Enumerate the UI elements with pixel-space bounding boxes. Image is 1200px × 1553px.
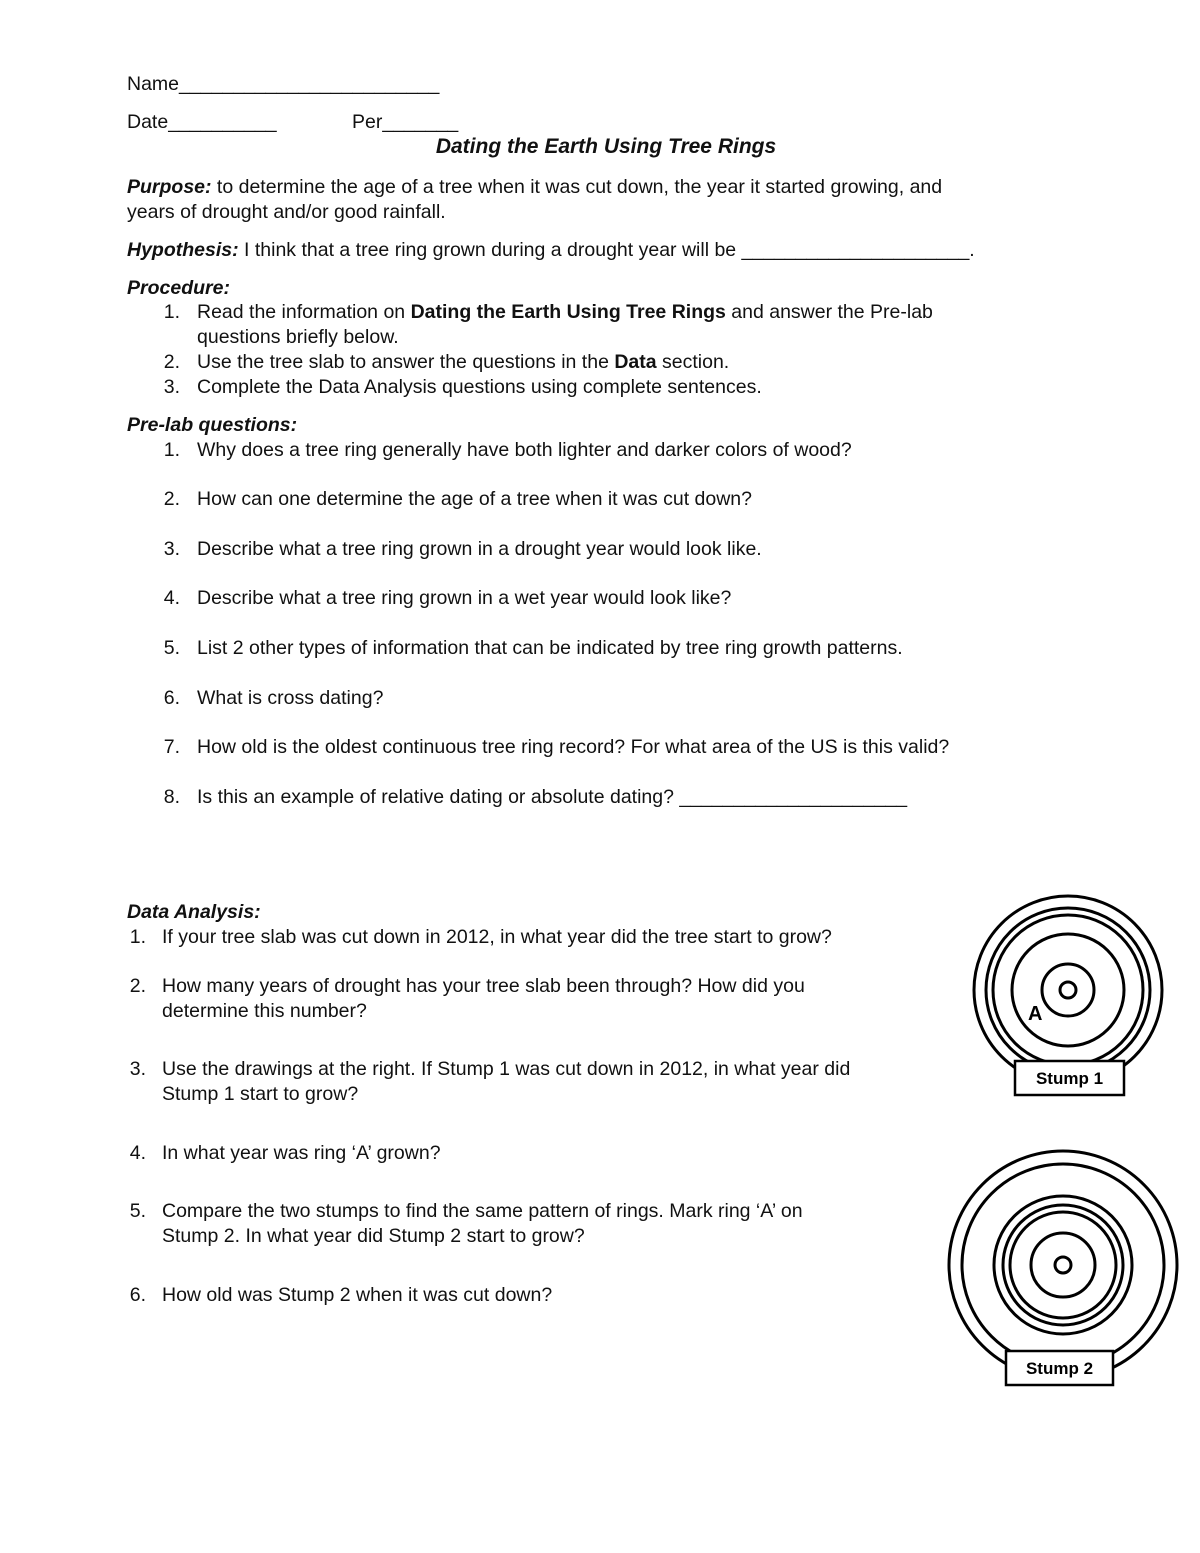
analysis-num: 2. [129, 975, 146, 997]
prelab-num: 3. [163, 538, 180, 560]
procedure-num: 1. [163, 301, 180, 323]
analysis-question-cont: Stump 1 start to grow? [162, 1083, 359, 1105]
prelab-num: 4. [163, 587, 180, 609]
procedure-item [197, 300, 933, 325]
prelab-heading: Pre-lab questions: [127, 414, 298, 436]
stump-2-ring [994, 1196, 1132, 1334]
prelab-question: What is cross dating? [197, 687, 384, 709]
analysis-question: Compare the two stumps to find the same pattern of rings. Mark ring ‘A’ on [162, 1200, 803, 1222]
stump-1-ring [993, 915, 1143, 1065]
purpose [127, 175, 942, 200]
date-field [127, 110, 277, 135]
stump-1-label: Stump 1 [1035, 1069, 1104, 1088]
purpose-text-1: to determine the age of a tree when it was cut down, the year it started growing, and [211, 176, 943, 198]
analysis-question: How many years of drought has your tree slab been through? How did you [162, 975, 805, 997]
page-title: Dating the Earth Using Tree Rings [435, 135, 777, 158]
stump-2-figure [940, 1145, 1190, 1395]
stump-2-pith [1055, 1257, 1071, 1273]
analysis-question-cont: Stump 2. In what year did Stump 2 start to grow? [162, 1225, 585, 1247]
prelab-num: 1. [163, 439, 180, 461]
analysis-question: How old was Stump 2 when it was cut down? [162, 1284, 553, 1306]
prelab-question: List 2 other types of information that can be indicated by tree ring growth patterns. [197, 637, 903, 659]
stump-1-ring [1042, 964, 1094, 1016]
period-label: Per [352, 111, 383, 133]
procedure-item [197, 350, 729, 375]
name-field [127, 72, 439, 97]
analysis-num: 5. [129, 1200, 146, 1222]
stump-1-ring [1012, 934, 1124, 1046]
stump-1-figure [960, 880, 1180, 1110]
data-analysis-heading: Data Analysis: [127, 901, 261, 923]
procedure-item: Complete the Data Analysis questions using complete sentences. [197, 376, 762, 398]
stump-1-pith [1060, 982, 1076, 998]
name-label: Name [127, 73, 180, 95]
stump-2-ring [962, 1164, 1164, 1366]
analysis-question: In what year was ring ‘A’ grown? [162, 1142, 441, 1164]
analysis-num: 6. [129, 1284, 146, 1306]
procedure-item-bold: Data [614, 351, 657, 373]
stump-2-ring [949, 1151, 1177, 1379]
period-field [352, 110, 458, 135]
procedure-num: 2. [163, 351, 180, 373]
purpose-text-2: years of drought and/or good rainfall. [127, 201, 446, 223]
analysis-question: Use the drawings at the right. If Stump 1 was cut down in 2012, in what year did [162, 1058, 851, 1080]
prelab-num: 8. [163, 786, 180, 808]
period-blank: _______ [382, 111, 459, 133]
purpose-label: Purpose: [127, 176, 212, 198]
hypothesis [127, 238, 975, 263]
prelab-num: 2. [163, 488, 180, 510]
prelab-question: Why does a tree ring generally have both lighter and darker colors of wood? [197, 439, 852, 461]
prelab-num: 6. [163, 687, 180, 709]
prelab-question: How can one determine the age of a tree when it was cut down? [197, 488, 752, 510]
procedure-item-bold: Dating the Earth Using Tree Rings [410, 301, 726, 323]
prelab-question: Is this an example of relative dating or absolute dating? _____________________ [197, 786, 908, 808]
procedure-item-text: Read the information on [197, 301, 411, 323]
procedure-item-text: section. [656, 351, 730, 373]
procedure-item-cont: questions briefly below. [197, 326, 399, 348]
hypothesis-text: I think that a tree ring grown during a drought year will be _____________________. [238, 239, 975, 261]
analysis-num: 1. [129, 926, 146, 948]
stump-2-ring [1031, 1233, 1095, 1297]
procedure-item-text: and answer the Pre-lab [725, 301, 933, 323]
prelab-question: Describe what a tree ring grown in a drought year would look like. [197, 538, 762, 560]
stump-2-ring [1010, 1212, 1116, 1318]
prelab-num: 5. [163, 637, 180, 659]
date-label: Date [127, 111, 169, 133]
stump-2-label: Stump 2 [1025, 1359, 1094, 1378]
analysis-question-cont: determine this number? [162, 1000, 367, 1022]
name-blank: ________________________ [179, 73, 440, 95]
analysis-num: 4. [129, 1142, 146, 1164]
prelab-question: Describe what a tree ring grown in a wet year would look like? [197, 587, 732, 609]
analysis-question: If your tree slab was cut down in 2012, in what year did the tree start to grow? [162, 926, 832, 948]
prelab-num: 7. [163, 736, 180, 758]
date-blank: __________ [168, 111, 277, 133]
procedure-heading: Procedure: [127, 277, 230, 299]
procedure-item-text: Use the tree slab to answer the questions in the [197, 351, 615, 373]
ring-a-marker: A [1028, 1003, 1043, 1025]
hypothesis-label: Hypothesis: [127, 239, 239, 261]
stump-1-ring [974, 896, 1162, 1084]
stump-2-ring [1003, 1205, 1123, 1325]
procedure-num: 3. [163, 376, 180, 398]
analysis-num: 3. [129, 1058, 146, 1080]
prelab-question: How old is the oldest continuous tree ring record? For what area of the US is this valid? [197, 736, 950, 758]
